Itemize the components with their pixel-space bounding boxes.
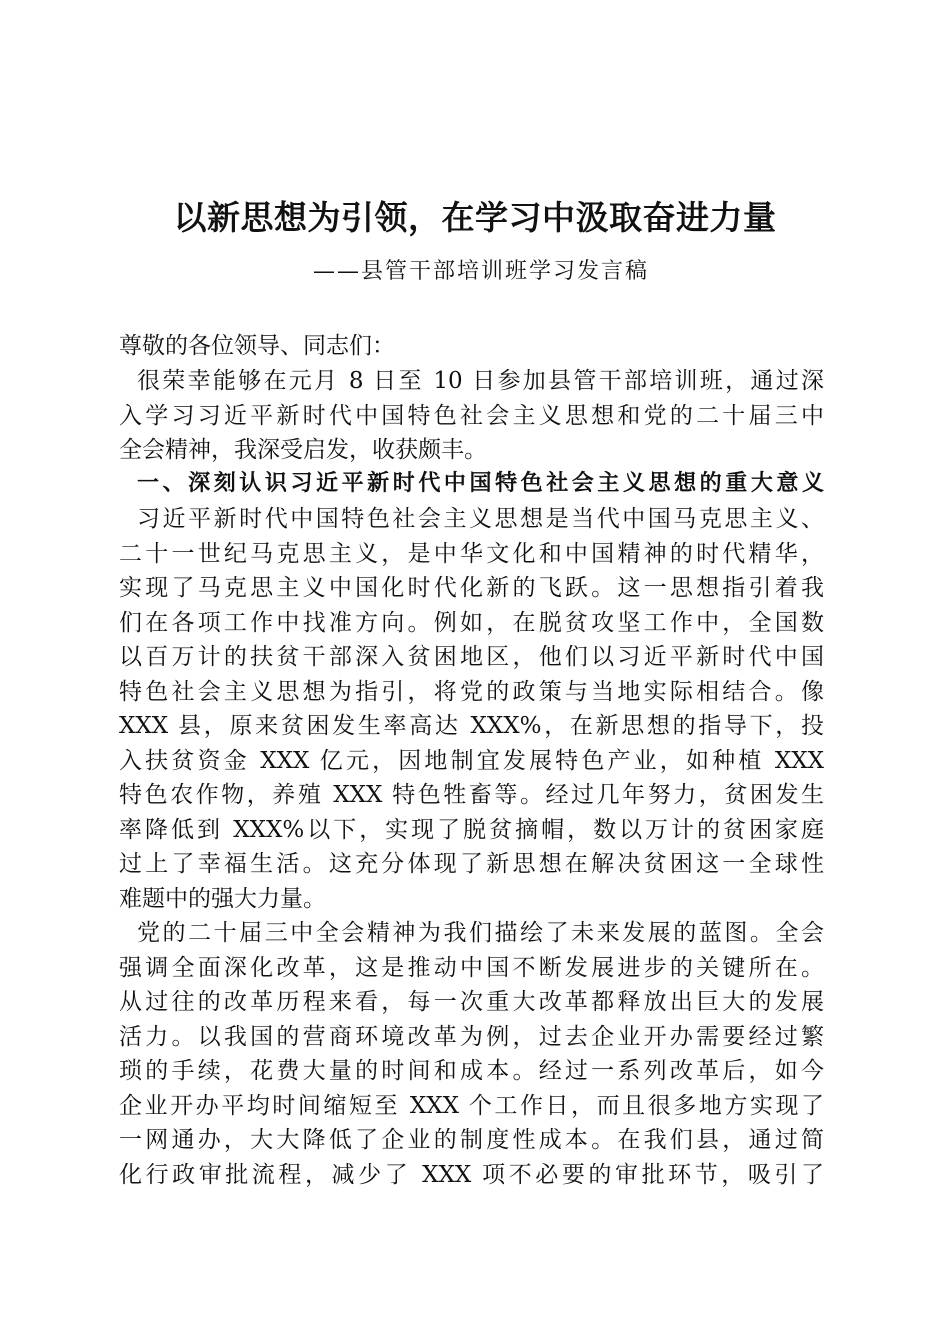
document-title: 以新思想为引领，在学习中汲取奋进力量 — [173, 198, 777, 237]
paragraph-line: XXX 县，原来贫困发生率高达 XXX%，在新思想的指导下，投 — [119, 713, 824, 739]
paragraph-line: 难题中的强大力量。 — [119, 886, 326, 912]
paragraph-line: 企业开办平均时间缩短至 XXX 个工作日，而且很多地方实现了 — [119, 1093, 824, 1119]
paragraph-line: 习近平新时代中国特色社会主义思想是当代中国马克思主义、 — [137, 506, 824, 532]
paragraph-line: 全会精神，我深受启发，收获颇丰。 — [119, 437, 487, 463]
paragraph-line: 实现了马克思主义中国化时代化新的飞跃。这一思想指引着我 — [119, 575, 824, 601]
paragraph-line: 琐的手续，花费大量的时间和成本。经过一系列改革后，如今 — [119, 1058, 824, 1084]
paragraph-line: 很荣幸能够在元月 8 日至 10 日参加县管干部培训班，通过深 — [137, 368, 824, 394]
paragraph-line: 入学习习近平新时代中国特色社会主义思想和党的二十届三中 — [119, 403, 824, 429]
paragraph-line: 化行政审批流程，减少了 XXX 项不必要的审批环节，吸引了 — [119, 1162, 824, 1188]
paragraph-line: 入扶贫资金 XXX 亿元，因地制宜发展特色产业，如种植 XXX — [119, 748, 824, 774]
paragraph-line: 们在各项工作中找准方向。例如，在脱贫攻坚工作中，全国数 — [119, 610, 824, 636]
paragraph-line: 特色农作物，养殖 XXX 特色牲畜等。经过几年努力，贫困发生 — [119, 782, 824, 808]
paragraph-line: 二十一世纪马克思主义，是中华文化和中国精神的时代精华， — [119, 541, 824, 567]
section-heading: 一、深刻认识习近平新时代中国特色社会主义思想的重大意义 — [137, 471, 824, 496]
paragraph-line: 一网通办，大大降低了企业的制度性成本。在我们县，通过简 — [119, 1127, 824, 1153]
paragraph-line: 率降低到 XXX%以下，实现了脱贫摘帽，数以万计的贫困家庭 — [119, 817, 824, 843]
paragraph-line: 特色社会主义思想为指引，将党的政策与当地实际相结合。像 — [119, 679, 824, 705]
document-subtitle: ——县管干部培训班学习发言稿 — [312, 259, 649, 284]
paragraph-line: 从过往的改革历程来看，每一次重大改革都释放出巨大的发展 — [119, 989, 824, 1015]
paragraph-line: 以百万计的扶贫干部深入贫困地区，他们以习近平新时代中国 — [119, 644, 824, 670]
paragraph-line: 强调全面深化改革，这是推动中国不断发展进步的关键所在。 — [119, 955, 824, 981]
salutation: 尊敬的各位领导、同志们： — [119, 333, 395, 359]
paragraph-line: 活力。以我国的营商环境改革为例，过去企业开办需要经过繁 — [119, 1024, 824, 1050]
paragraph-line: 党的二十届三中全会精神为我们描绘了未来发展的蓝图。全会 — [137, 920, 824, 946]
paragraph-line: 过上了幸福生活。这充分体现了新思想在解决贫困这一全球性 — [119, 851, 824, 877]
